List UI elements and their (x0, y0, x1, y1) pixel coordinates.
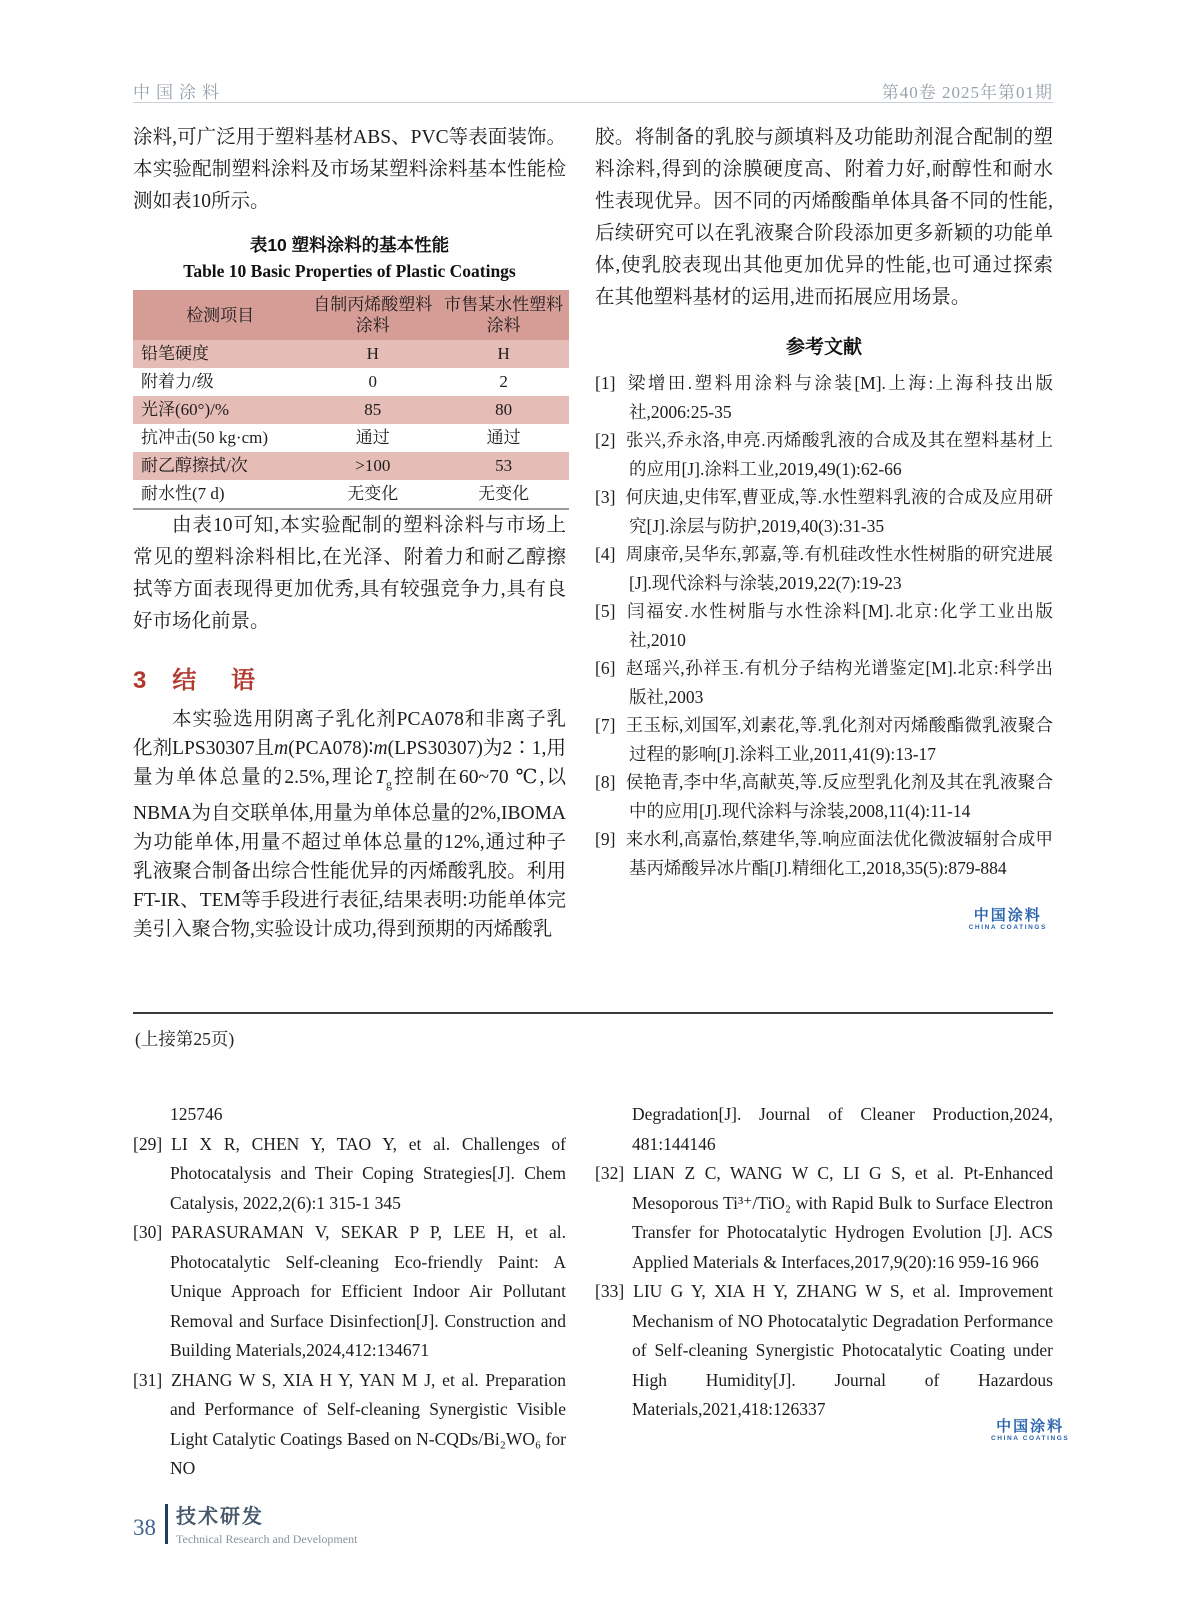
reference-number: [9] (595, 829, 616, 849)
table-row (133, 368, 569, 396)
reference-item (595, 426, 1053, 483)
volume-issue: 第40卷 2025年第01期 (881, 83, 1053, 102)
reference-text: 闫福安.水性树脂与水性涂料[M].北京:化学工业出版社,2010 (625, 601, 1053, 650)
section-number: 3 (133, 667, 147, 694)
table-block (133, 232, 566, 510)
reference-number: [7] (595, 715, 616, 735)
table-head (133, 290, 569, 340)
table-body (133, 340, 569, 509)
reference-item (595, 1159, 1053, 1277)
section-divider (133, 1012, 1053, 1014)
row-value-2: 无变化 (478, 484, 530, 503)
english-references-left (133, 1130, 566, 1484)
english-references-right (595, 1159, 1053, 1425)
row-value-1: H (366, 344, 379, 363)
page-header (133, 78, 1053, 103)
journal-name: 中国涂料 (133, 83, 225, 102)
row-label: 附着力/级 (141, 372, 214, 391)
page-number: 38 (133, 1514, 156, 1540)
logo-slot (595, 908, 1047, 934)
reference-number: [5] (595, 601, 616, 621)
reference-item (595, 540, 1053, 597)
table-row (133, 480, 569, 509)
reference-number: [6] (595, 658, 616, 678)
section-heading-conclusion (133, 660, 566, 695)
footer-section-zh: 技术研发 (176, 1506, 264, 1528)
reference-text: ZHANG W S, XIA H Y, YAN M J, et al. Preparation and Performance of Self-cleaning Synergistic Visible Light Catalytic Coatings Based on N-CQDs/Bi₂WO₆ for NO (170, 1369, 566, 1478)
reference-number: [8] (595, 772, 616, 792)
row-value-2: 通过 (486, 428, 521, 447)
right-column (595, 122, 1053, 934)
china-coatings-logo (969, 908, 1047, 932)
table-row (133, 396, 569, 424)
reference-item (595, 768, 1053, 825)
reference-number: [29] (133, 1133, 163, 1154)
table-title-zh: 表10 塑料涂料的基本性能 (249, 235, 450, 255)
left-column (133, 122, 566, 944)
china-coatings-logo (991, 1419, 1069, 1443)
reference-item (595, 369, 1053, 426)
paragraph-table-discussion: 由表10可知,本实验配制的塑料涂料与市场上常见的塑料涂料相比,在光泽、附着力和耐乙醇擦拭等方面表现得更加优秀,具有较强竞争力,具有良好市场化前景。 (133, 515, 566, 632)
row-value-1: >100 (355, 456, 391, 475)
col-header-item: 检测项目 (133, 290, 307, 340)
reference-number: [30] (133, 1222, 163, 1242)
reference-text: LIAN Z C, WANG W C, LI G S, et al. Pt-Enhanced Mesoporous Ti³⁺/TiO₂ with Rapid Bulk to Surface Electron Transfer for Photocatalytic Hydrogen Evolution [J]. ACS Applied Materials & Interfaces,2017,9(20):16 959-16 966 (632, 1163, 1053, 1272)
footer-divider-bar (165, 1504, 168, 1544)
row-label: 耐水性(7 d) (141, 484, 225, 503)
reference-number: [3] (595, 487, 616, 507)
row-value-1: 通过 (355, 428, 390, 447)
reference-text: 王玉标,刘国军,刘素花,等.乳化剂对丙烯酸酯微乳液聚合过程的影响[J].涂料工业,2011,41(9):13-17 (625, 715, 1053, 764)
reference-text: 梁增田.塑料用涂料与涂装[M].上海:上海科技出版社,2006:25-35 (625, 373, 1053, 422)
table-row (133, 340, 569, 368)
row-value-2: 80 (495, 400, 513, 419)
footer-section (176, 1500, 357, 1547)
reference-item (133, 1218, 566, 1366)
reference-number: [31] (133, 1369, 163, 1390)
logo-text-zh: 中国涂料 (973, 907, 1042, 924)
row-value-1: 0 (368, 372, 378, 391)
row-label: 铅笔硬度 (141, 344, 209, 363)
reference-item (595, 711, 1053, 768)
footer-section-en: Technical Research and Development (176, 1532, 358, 1546)
table-row (133, 452, 569, 480)
logo-text-en: CHINA COATINGS (968, 924, 1047, 931)
paragraph-continued: 胶。将制备的乳胶与颜填料及功能助剂混合配制的塑料涂料,得到的涂膜硬度高、附着力好,耐醇性和耐水性表现优异。因不同的丙烯酸酯单体具备不同的性能,后续研究可以在乳液聚合阶段添加更多新颖的功能单体,使乳胶表现出其他更加优异的性能,也可通过探索在其他塑料基材的运用,进而拓展应用场景。 (595, 127, 1053, 308)
reference-text: 赵瑶兴,孙祥玉.有机分子结构光谱鉴定[M].北京:科学出版社,2003 (625, 658, 1053, 707)
paragraph-intro: 涂料,可广泛用于塑料基材ABS、PVC等表面装饰。本实验配制塑料涂料及市场某塑料涂料基本性能检测如表10所示。 (133, 127, 566, 212)
continuation-note: (上接第25页) (135, 1029, 235, 1049)
reference-item (595, 654, 1053, 711)
row-label: 光泽(60°)/% (141, 400, 230, 419)
page-footer (133, 1500, 357, 1547)
reference-number: [33] (595, 1281, 625, 1301)
reference-item (133, 1366, 566, 1484)
table-row (133, 424, 569, 452)
references-heading: 参考文献 (785, 337, 862, 358)
reference-text: PARASURAMAN V, SEKAR P P, LEE H, et al. Photocatalytic Self-cleaning Eco-friendly Paint: A Unique Approach for Efficient Indoor Air Pollutant Removal and Surface Disinfection[J]. Construction and Building Materials,2024,412:134671 (170, 1222, 566, 1360)
col-header-commercial: 市售某水性塑料涂料 (438, 290, 569, 340)
logo-text-zh: 中国涂料 (996, 1418, 1065, 1435)
row-value-1: 无变化 (347, 484, 399, 503)
table-title-en: Table 10 Basic Properties of Plastic Coatings (183, 261, 516, 281)
paragraph-conclusion: 本实验选用阴离子乳化剂PCA078和非离子乳化剂LPS30307且m(PCA078)∶m(LPS30307)为2∶1,用量为单体总量的2.5%,理论$T_g$控制在60~70 ℃,以NBMA为自交联单体,用量为单体总量的2%,IBOMA为功能单体,用量不超过单体总量的12%,通过种子乳液聚合制备出综合性能优异的丙烯酸乳胶。利用FT-IR、TEM等手段进行表征,结果表明:功能单体完美引入聚合物,实验设计成功,得到预期的丙烯酸乳 (133, 709, 566, 940)
row-value-2: H (497, 344, 510, 363)
reference-number: [4] (595, 544, 616, 564)
carryover-text: 125746 (170, 1104, 223, 1124)
section-title: 结 语 (172, 667, 270, 694)
col-header-self-made: 自制丙烯酸塑料涂料 (307, 290, 438, 340)
reference-item (595, 483, 1053, 540)
reference-number: [2] (595, 430, 616, 450)
row-value-2: 53 (495, 456, 513, 475)
reference-text: 张兴,乔永洛,申亮.丙烯酸乳液的合成及其在塑料基材上的应用[J].涂料工业,2019,49(1):62-66 (625, 430, 1053, 479)
references-list (595, 369, 1053, 882)
reference-item (133, 1130, 566, 1219)
reference-item (595, 825, 1053, 882)
reference-text: 来水利,高嘉怡,蔡建华,等.响应面法优化微波辐射合成甲基丙烯酸异冰片酯[J].精细化工,2018,35(5):879-884 (625, 829, 1053, 878)
row-label: 耐乙醇擦拭/次 (141, 456, 248, 475)
properties-table (133, 290, 569, 510)
reference-item (595, 597, 1053, 654)
bottom-right-column (595, 1100, 1053, 1425)
logo-slot-bottom (991, 1419, 1069, 1445)
reference-number: [1] (595, 373, 616, 393)
reference-text: LIU G Y, XIA H Y, ZHANG W S, et al. Improvement Mechanism of NO Photocatalytic Degradation Performance of Self-cleaning Synergistic Photocatalytic Coating under High Humidity[J]. Journal of Hazardous Materials,2021,418:126337 (632, 1281, 1053, 1419)
carryover-text: Degradation[J]. Journal of Cleaner Production,2024, 481:144146 (632, 1104, 1053, 1154)
reference-number: [32] (595, 1163, 625, 1183)
reference-text: 周康帝,吴华东,郭嘉,等.有机硅改性水性树脂的研究进展[J].现代涂料与涂装,2019,22(7):19-23 (625, 544, 1053, 593)
logo-text-en: CHINA COATINGS (991, 1435, 1070, 1442)
reference-item (595, 1277, 1053, 1425)
row-label: 抗冲击(50 kg·cm) (141, 428, 269, 447)
reference-text: 侯艳青,李中华,高献英,等.反应型乳化剂及其在乳液聚合中的应用[J].现代涂料与涂装,2008,11(4):11-14 (625, 772, 1053, 821)
reference-text: LI X R, CHEN Y, TAO Y, et al. Challenges of Photocatalysis and Their Coping Strategies[J]. Chem Catalysis, 2022,2(6):1 315-1 345 (170, 1133, 566, 1213)
row-value-1: 85 (364, 400, 382, 419)
row-value-2: 2 (499, 372, 508, 391)
bottom-left-column (133, 1100, 566, 1484)
reference-text: 何庆迪,史伟军,曹亚成,等.水性塑料乳液的合成及应用研究[J].涂层与防护,2019,40(3):31-35 (625, 487, 1053, 536)
